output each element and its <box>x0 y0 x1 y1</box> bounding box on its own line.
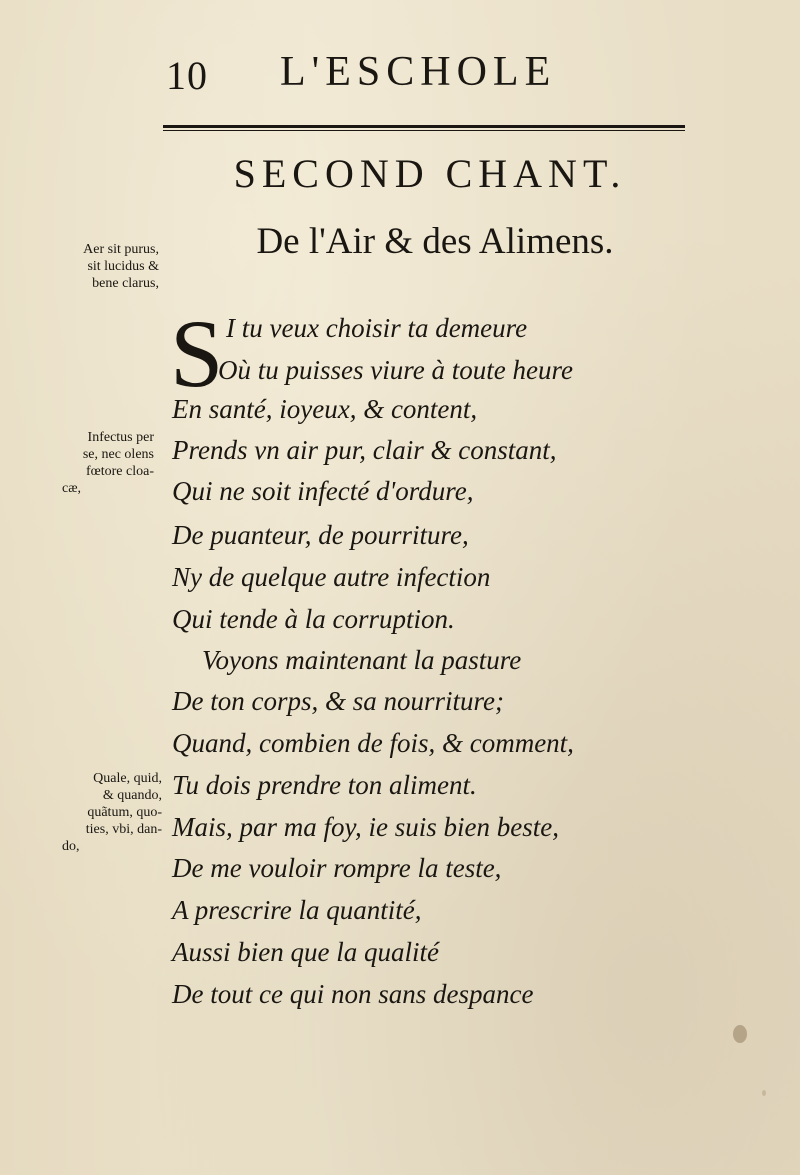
verse-line: Où tu puisses viure à toute heure <box>218 355 573 385</box>
verse-line: En santé, ioyeux, & content, <box>172 394 478 424</box>
margin-note-line: cæ, <box>62 481 82 496</box>
page-header <box>0 48 800 98</box>
header-rule <box>163 125 685 128</box>
running-title: L'ESCHOLE <box>280 49 557 95</box>
verse-line: Qui ne soit infecté d'ordure, <box>172 476 474 506</box>
verse-line: A prescrire la quantité, <box>172 895 422 925</box>
margin-note-line: ties, vbi, dan- <box>85 822 162 837</box>
verse-line: Ny de quelque autre infection <box>172 562 491 592</box>
verse-line: Prends vn air pur, clair & constant, <box>172 435 557 465</box>
drop-cap: S <box>170 300 224 407</box>
verse-line: De tout ce qui non sans despance <box>172 979 534 1009</box>
verse-line: De me vouloir rompre la teste, <box>172 853 502 883</box>
margin-note-line: do, <box>62 839 80 854</box>
verse-line: I tu veux choisir ta demeure <box>226 313 528 343</box>
margin-note-line: quãtum, quo- <box>87 805 162 820</box>
verse-line: De ton corps, & sa nourriture; <box>172 686 504 716</box>
verse-line: Quand, combien de fois, & comment, <box>172 728 574 758</box>
verse-line: De puanteur, de pourriture, <box>172 520 469 550</box>
header-rule-thin <box>163 130 685 131</box>
paper-stain <box>762 1090 766 1096</box>
margin-note-line: se, nec olens <box>82 447 154 462</box>
margin-note-line: & quando, <box>102 788 162 803</box>
margin-note-line: sit lucidus & <box>87 259 159 274</box>
chant-subtitle: De l'Air & des Alimens. <box>256 221 614 262</box>
chant-title: SECOND CHANT. <box>233 151 627 196</box>
verse-line: Voyons maintenant la pasture <box>202 645 522 675</box>
margin-note-line: fœtore cloa- <box>85 464 154 479</box>
margin-note <box>34 241 159 292</box>
verse-line: Tu dois prendre ton aliment. <box>172 770 477 800</box>
margin-note-line: Infectus per <box>87 430 154 445</box>
page-number: 10 <box>166 53 208 98</box>
margin-note-line: bene clarus, <box>92 276 159 291</box>
verse-line: Aussi bien que la qualité <box>172 937 439 967</box>
margin-note <box>34 429 154 497</box>
verse-line: Mais, par ma foy, ie suis bien beste, <box>172 812 559 842</box>
margin-note <box>34 770 162 855</box>
margin-note-line: Aer sit purus, <box>83 242 159 257</box>
verse-line: Qui tende à la corruption. <box>172 604 455 634</box>
margin-note-line: Quale, quid, <box>93 771 162 786</box>
paper-stain <box>733 1025 747 1043</box>
